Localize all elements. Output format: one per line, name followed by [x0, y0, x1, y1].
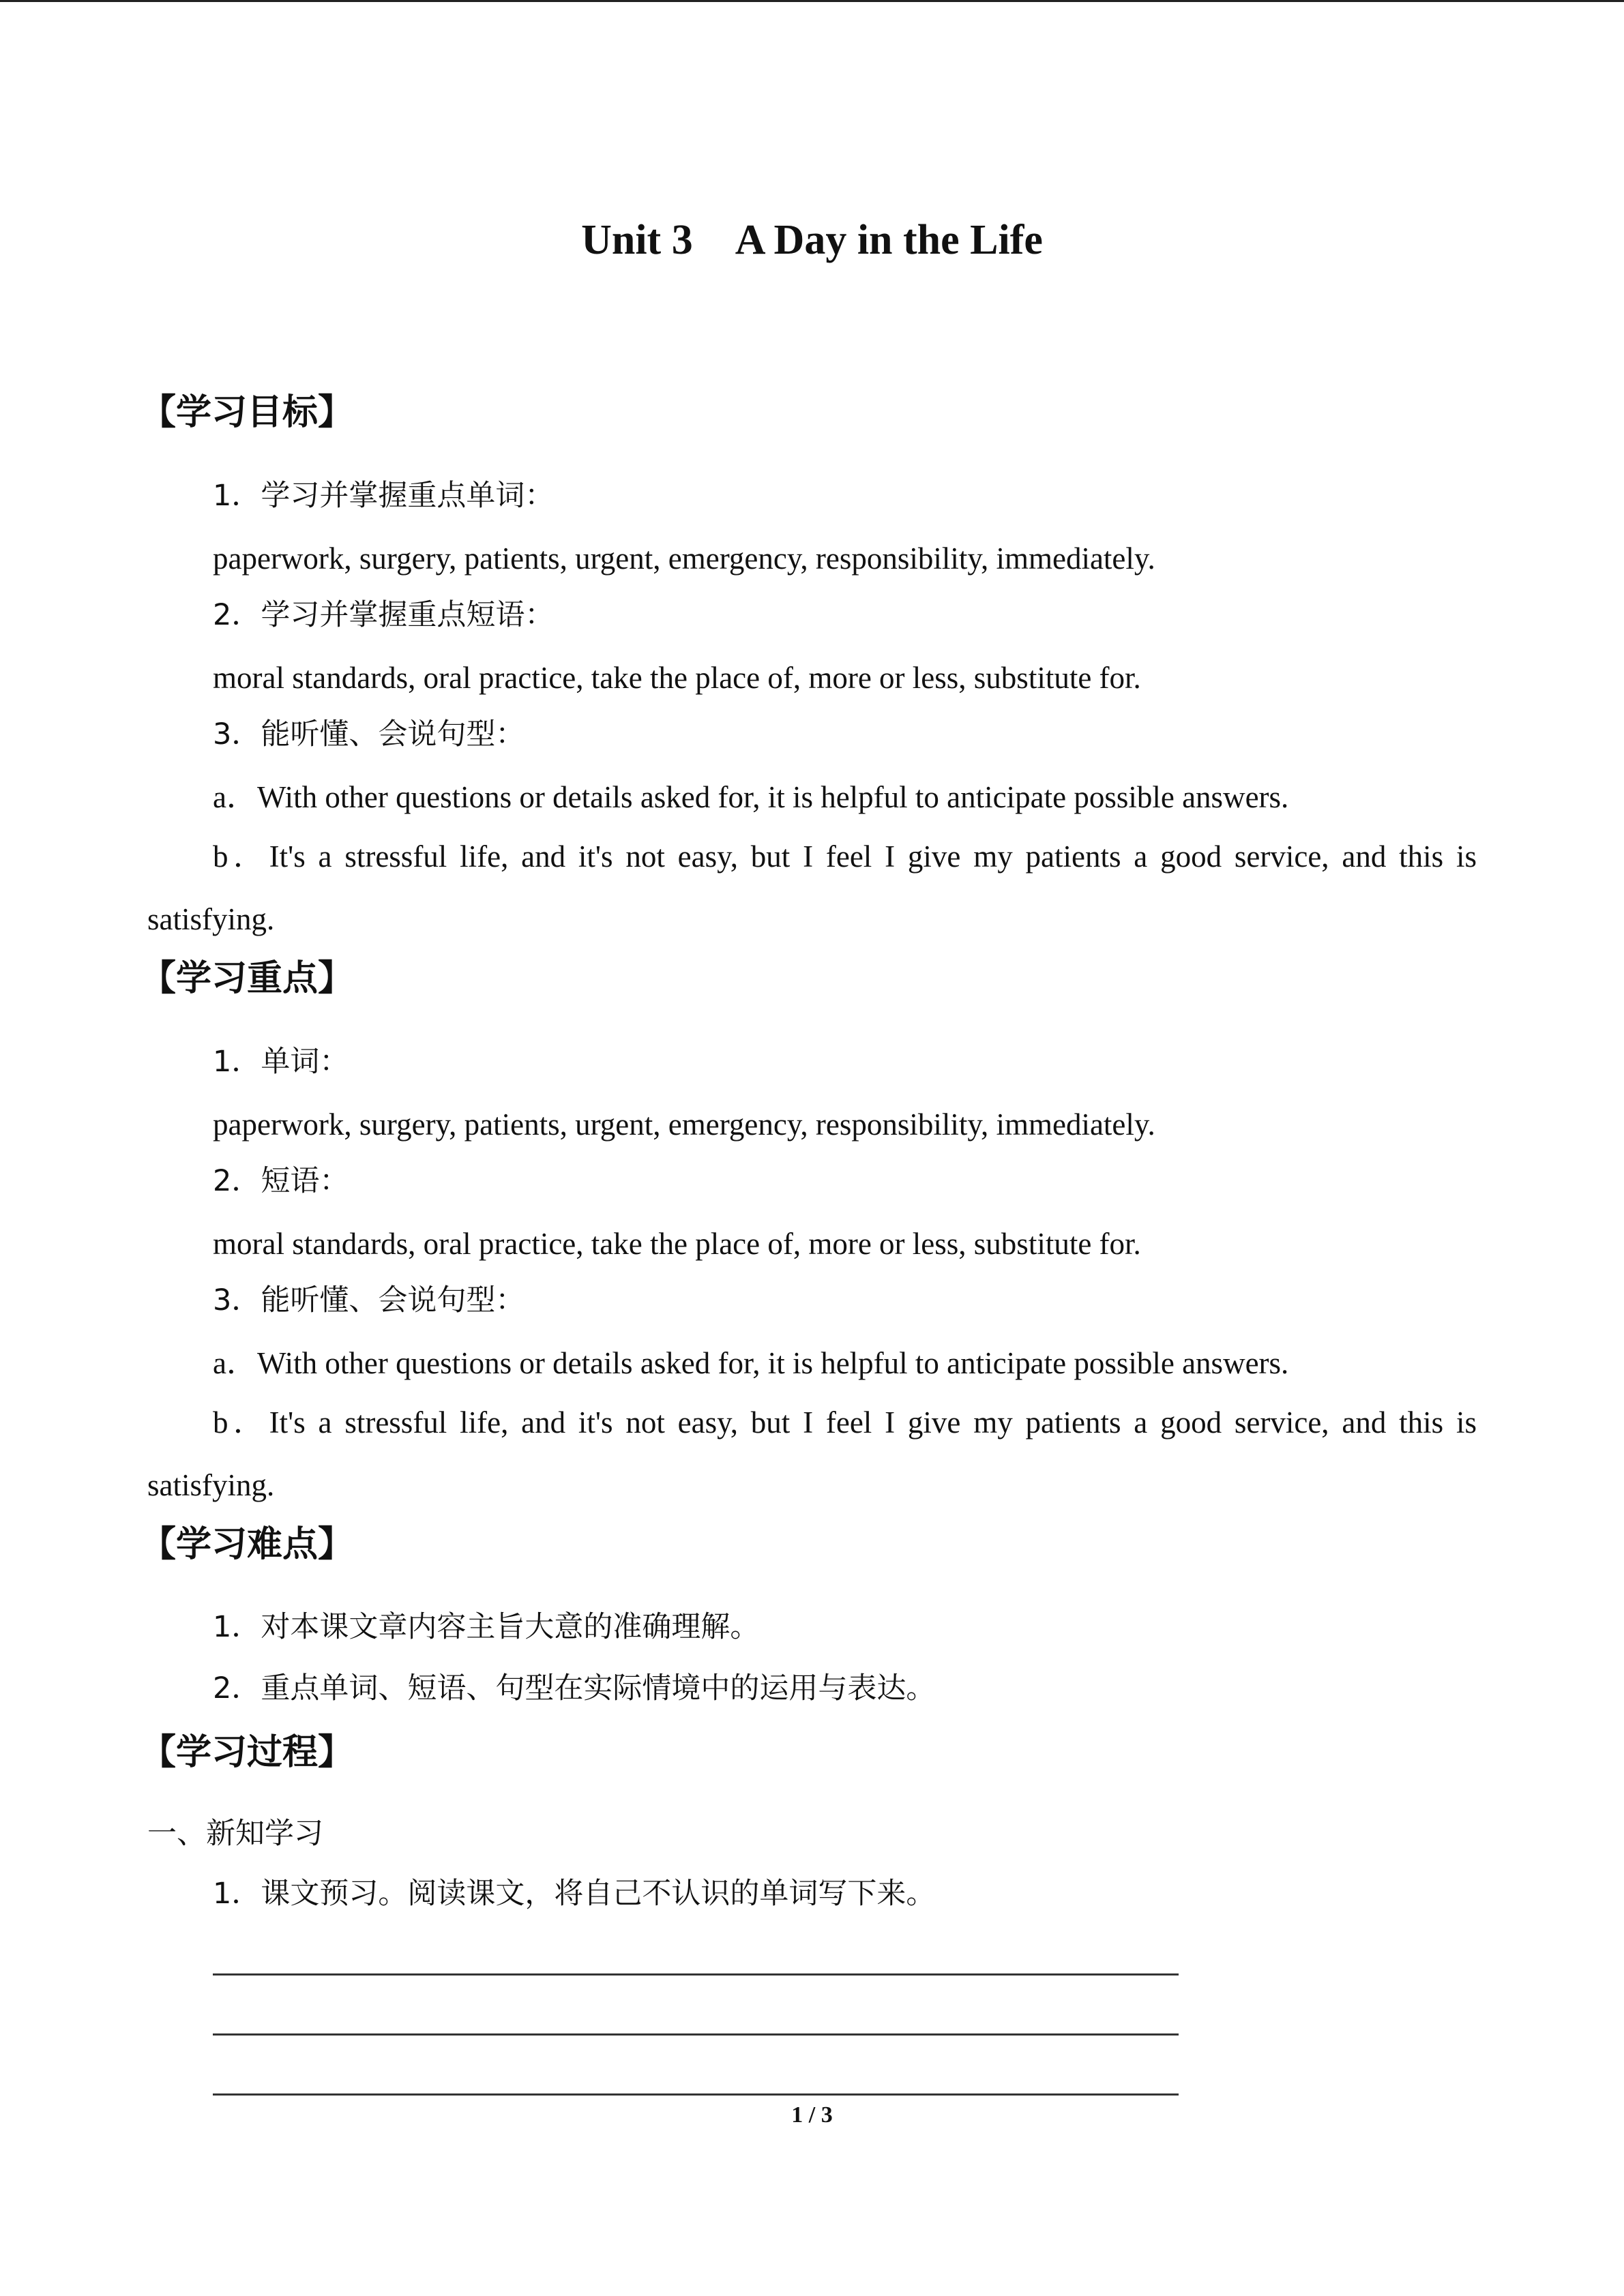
key-points-sentence-a: a．With other questions or details asked for, it is helpful to anticipate possible answers. — [213, 1346, 1289, 1380]
key-points-sentence-b-line1: b．It's a stressful life, and it's not easy, but I feel I give my patients a good service, and this is — [213, 1405, 1477, 1440]
difficulties-item2: 2．重点单词、短语、句型在实际情境中的运用与表达。 — [213, 1671, 936, 1705]
key-points-item2-label: 2．短语： — [213, 1164, 349, 1198]
key-points-item3-label: 3．能听懂、会说句型： — [213, 1283, 525, 1317]
process-item1: 1．课文预习。阅读课文，将自己不认识的单词写下来。 — [213, 1877, 936, 1911]
key-points-sentence-b-line2: satisfying. — [147, 1468, 275, 1502]
answer-blank-line[interactable] — [213, 2033, 1179, 2036]
difficulties-item1: 1．对本课文章内容主旨大意的准确理解。 — [213, 1610, 760, 1644]
section-heading-difficulties: 【学习难点】 — [141, 1524, 354, 1565]
objectives-sentence-b-line2: satisfying. — [147, 902, 275, 936]
objectives-sentence-b-line1: b．It's a stressful life, and it's not easy, but I feel I give my patients a good service, and this is — [213, 839, 1477, 874]
section-heading-process: 【学习过程】 — [141, 1732, 354, 1773]
objectives-item2-label: 2．学习并掌握重点短语： — [213, 598, 555, 632]
answer-blank-line[interactable] — [213, 2093, 1179, 2096]
section-heading-key-points: 【学习重点】 — [141, 958, 354, 999]
key-points-item1-label: 1．单词： — [213, 1045, 349, 1079]
objectives-item1-label: 1．学习并掌握重点单词： — [213, 479, 555, 513]
top-border — [0, 0, 1624, 2]
objectives-item3-label: 3．能听懂、会说句型： — [213, 717, 525, 751]
section-heading-objectives: 【学习目标】 — [141, 392, 354, 433]
objectives-item2-text: moral standards, oral practice, take the place of, more or less, substitute for. — [213, 661, 1141, 695]
process-subheading: 一、新知学习 — [147, 1817, 323, 1851]
page-number: 1 / 3 — [791, 2102, 833, 2128]
key-points-item1-text: paperwork, surgery, patients, urgent, emergency, responsibility, immediately. — [213, 1107, 1155, 1142]
key-points-item2-text: moral standards, oral practice, take the place of, more or less, substitute for. — [213, 1227, 1141, 1261]
objectives-sentence-a: a．With other questions or details asked for, it is helpful to anticipate possible answers. — [213, 780, 1289, 814]
document-title: Unit 3 A Day in the Life — [581, 217, 1043, 263]
answer-blank-line[interactable] — [213, 1973, 1179, 1976]
objectives-item1-text: paperwork, surgery, patients, urgent, emergency, responsibility, immediately. — [213, 541, 1155, 576]
